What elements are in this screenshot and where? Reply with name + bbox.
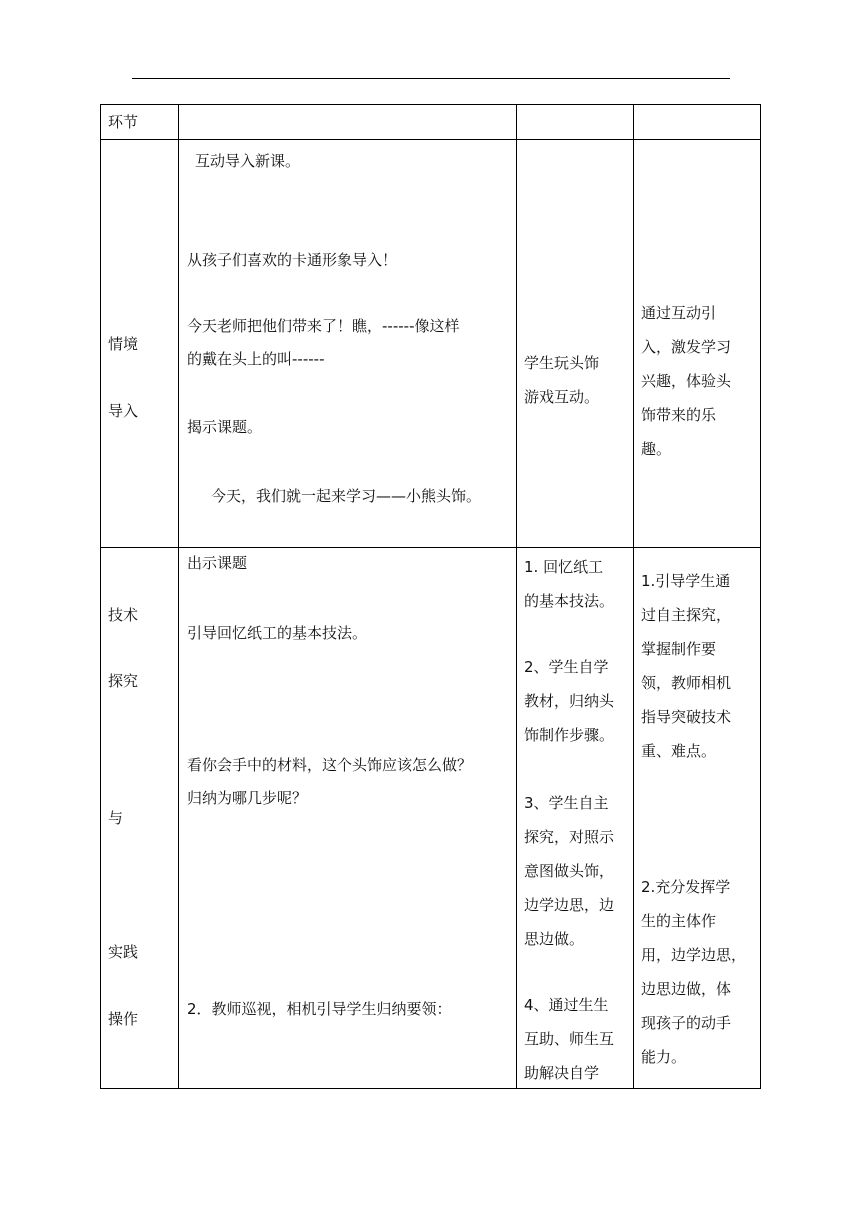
stage-label-line: 实践: [108, 943, 139, 961]
teacher-text-line: 揭示课题。: [187, 418, 263, 436]
intent-text-line: 边思边做，体: [641, 980, 732, 998]
student-text-line: 意图做头饰，: [524, 862, 615, 880]
student-text-line: 饰制作步骤。: [524, 726, 615, 744]
student-text-line: 游戏互动。: [524, 388, 600, 406]
teacher-activity-cell: [179, 548, 517, 1089]
intent-text-line: 通过互动引: [641, 304, 717, 322]
teacher-text-line: 出示课题: [187, 554, 248, 572]
student-activity-cell: [517, 140, 634, 548]
teacher-text-line: 2．教师巡视，相机引导学生归纳要领：: [187, 1000, 452, 1018]
student-text-line: 助解决自学: [524, 1064, 600, 1082]
intent-text-line: 饰带来的乐: [641, 406, 717, 424]
student-text-line: 教材，归纳头: [524, 692, 615, 710]
student-text-line: 探究，对照示: [524, 828, 615, 846]
teacher-activity-cell: [179, 140, 517, 572]
table-row: [101, 548, 761, 1089]
table-row: [101, 140, 761, 548]
table-header-row: [101, 105, 761, 140]
teacher-text-line: 引导回忆纸工的基本技法。: [187, 624, 368, 642]
teacher-text-line: 互动导入新课。: [195, 152, 301, 170]
stage-label-line: 技术: [108, 606, 139, 624]
stage-cell: [101, 548, 179, 1089]
design-intent-cell: [634, 548, 761, 1089]
teacher-header-cell: [179, 105, 517, 140]
student-text-line: 边学边思，边: [524, 896, 615, 914]
intent-text-line: 生的主体作: [641, 912, 717, 930]
student-text-line: 的基本技法。: [524, 592, 615, 610]
student-header-cell: [517, 105, 634, 140]
teacher-text-line: 归纳为哪几步呢？: [187, 789, 308, 807]
intent-header-cell: [634, 105, 761, 140]
lesson-plan-table: [100, 104, 761, 1089]
stage-cell: [101, 140, 179, 548]
header-rule: [132, 78, 730, 79]
intent-text-line: 掌握制作要: [641, 640, 717, 658]
stage-label-line: 情境: [108, 335, 139, 353]
stage-label-line: 操作: [108, 1010, 139, 1028]
teacher-text-line: 看你会手中的材料，这个头饰应该怎么做？: [187, 756, 473, 774]
student-activity-cell: [517, 548, 634, 1089]
stage-header-cell: [101, 105, 179, 140]
student-text-line: 4、通过生生: [524, 996, 609, 1014]
intent-text-line: 过自主探究，: [641, 606, 732, 624]
intent-text-line: 兴趣，体验头: [641, 372, 732, 390]
intent-text-line: 指导突破技术: [641, 708, 732, 726]
stage-label-line: 与: [108, 809, 124, 827]
intent-text-line: 现孩子的动手: [641, 1014, 732, 1032]
student-text-line: 1. 回忆纸工: [524, 558, 604, 576]
intent-text-line: 重、难点。: [641, 742, 717, 760]
intent-text-line: 领，教师相机: [641, 674, 732, 692]
intent-text-line: 2.充分发挥学: [641, 878, 731, 896]
teacher-text-line: 从孩子们喜欢的卡通形象导入！: [187, 251, 398, 269]
stage-label-line: 导入: [108, 402, 139, 420]
intent-text-line: 1.引导学生通: [641, 572, 731, 590]
stage-header-label: 环节: [108, 113, 139, 131]
intent-text-line: 能力。: [641, 1048, 687, 1066]
teacher-text-line: 的戴在头上的叫------: [187, 350, 325, 368]
student-text-line: 2、学生自学: [524, 658, 609, 676]
intent-text-line: 用，边学边思，: [641, 946, 747, 964]
intent-text-line: 入，激发学习: [641, 338, 732, 356]
intent-text-line: 趣。: [641, 440, 672, 458]
teacher-text-line: 今天，我们就一起来学习——小熊头饰。: [211, 487, 482, 505]
student-text-line: 互助、师生互: [524, 1030, 615, 1048]
stage-label-line: 探究: [108, 672, 139, 690]
student-text-line: 思边做。: [524, 930, 585, 948]
teacher-text-line: 今天老师把他们带来了！瞧，------像这样: [187, 317, 460, 335]
design-intent-cell: [634, 140, 761, 548]
student-text-line: 学生玩头饰: [524, 354, 600, 372]
student-text-line: 3、学生自主: [524, 794, 609, 812]
